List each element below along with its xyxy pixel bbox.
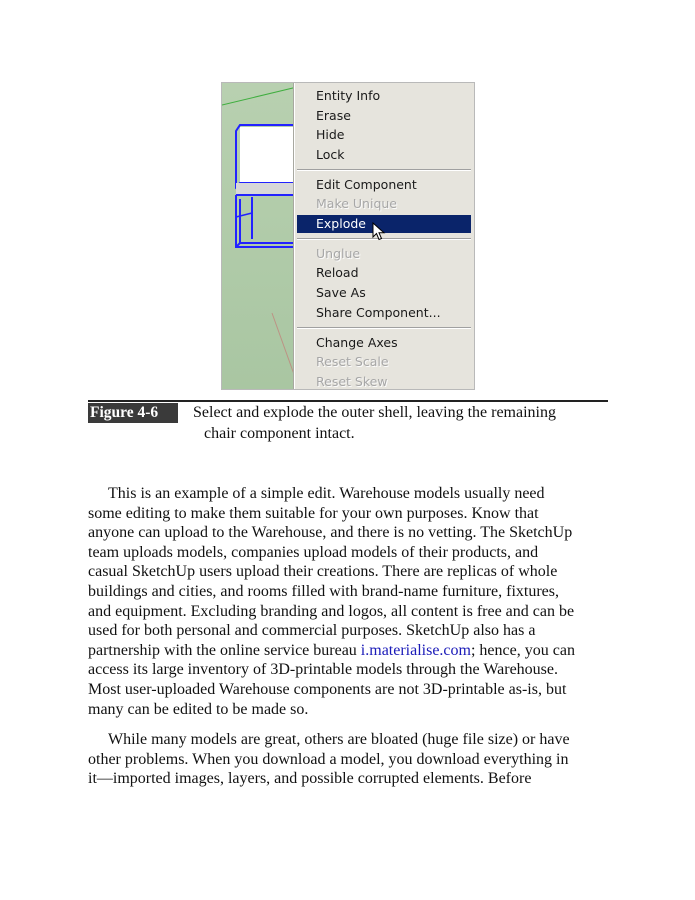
text-line: This is an example of a simple edit. Warehouse models usually need [108, 485, 545, 502]
body-paragraph-2 [88, 730, 610, 789]
chair-model [222, 83, 302, 390]
menu-item-share-component[interactable]: Share Component... [316, 305, 441, 320]
menu-item-reset-skew: Reset Skew [316, 374, 388, 389]
text-line: and equipment. Excluding branding and logos, all content is free and can be [88, 602, 575, 620]
text-fragment: ; hence, you can [470, 641, 575, 659]
text-line [88, 641, 610, 661]
menu-separator [297, 169, 471, 171]
body-paragraph-1 [88, 484, 610, 719]
text-fragment: partnership with the online service bureau [88, 641, 361, 659]
menu-item-entity-info[interactable]: Entity Info [316, 88, 381, 103]
menu-item-change-axes[interactable]: Change Axes [316, 335, 398, 350]
context-menu [294, 83, 475, 390]
menu-item-reset-scale: Reset Scale [316, 354, 389, 369]
menu-item-reload[interactable]: Reload [316, 265, 359, 280]
text-line: it—imported images, layers, and possible corrupted elements. Before [88, 770, 532, 788]
menu-item-make-unique: Make Unique [316, 196, 397, 211]
text-line: While many models are great, others are bloated (huge file size) or have [108, 731, 570, 748]
menu-item-lock[interactable]: Lock [316, 147, 345, 162]
menu-item-erase[interactable]: Erase [316, 108, 351, 123]
caption-line: chair component intact. [204, 425, 355, 442]
menu-item-save-as[interactable]: Save As [316, 285, 366, 300]
menu-separator [297, 327, 471, 329]
menu-item-explode[interactable]: Explode [297, 215, 471, 233]
text-line: used for both personal and commercial purposes. SketchUp also has a [88, 622, 536, 640]
text-line: team uploads models, companies upload models of their products, and [88, 543, 539, 561]
text-line: other problems. When you download a model, you download everything in [88, 750, 569, 768]
text-line: anyone can upload to the Warehouse, and there is no vetting. The SketchUp [88, 524, 573, 542]
figure-label: Figure 4-6 [88, 403, 178, 423]
text-line: many can be edited to be made so. [88, 700, 309, 718]
text-line: buildings and cities, and rooms filled with brand-name furniture, fixtures, [88, 582, 559, 600]
menu-item-edit-component[interactable]: Edit Component [316, 177, 417, 192]
menu-item-hide[interactable]: Hide [316, 127, 345, 142]
text-line: Most user-uploaded Warehouse components are not 3D-printable as-is, but [88, 680, 567, 698]
figure-screenshot [221, 82, 475, 390]
menu-item-unglue: Unglue [316, 246, 361, 261]
text-line: access its large inventory of 3D-printable models through the Warehouse. [88, 661, 558, 679]
mouse-pointer-icon [372, 222, 386, 242]
caption-line: Select and explode the outer shell, leaving the remaining [193, 404, 556, 421]
text-line: some editing to make them suitable for your own purposes. Know that [88, 504, 539, 522]
figure-caption [193, 402, 603, 444]
text-line: casual SketchUp users upload their creations. There are replicas of whole [88, 563, 558, 581]
materialise-link[interactable]: i.materialise.com [360, 641, 471, 659]
